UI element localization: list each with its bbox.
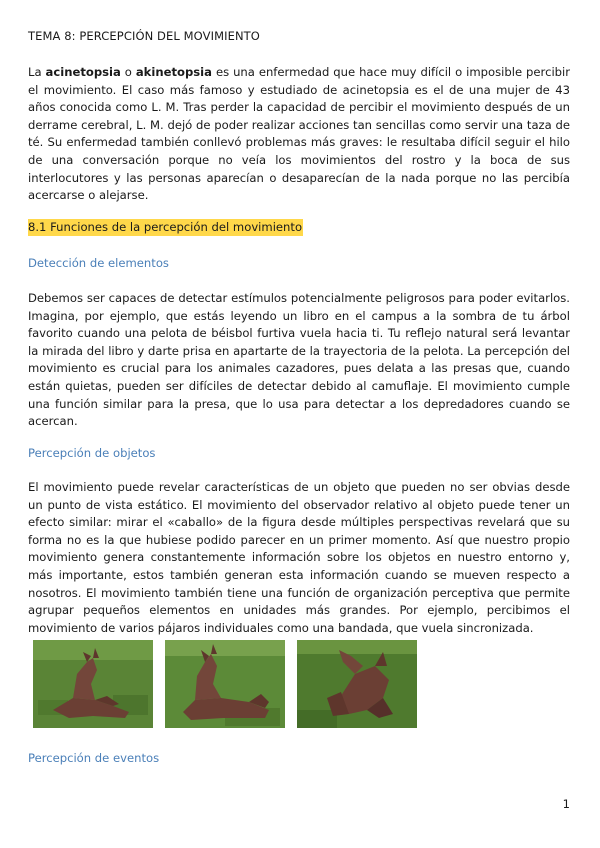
section-heading: 8.1 Funciones de la percepción del movimiento [28,220,303,234]
horse-photo-2 [165,640,285,728]
subheading-deteccion: Detección de elementos [28,256,169,270]
horse-photo-1 [33,640,153,728]
paragraph-deteccion: Debemos ser capaces de detectar estímulos potencialmente peligrosos para poder evitarlos. Imagina, por ejemplo, que estás leyendo un libro en el campus a la sombra de tu árbol favorito cuando una pelota de béisbol furtiva vuela hacia ti. Tu reflejo natural será levantar la mirada del libro y darte prisa en apartarte de la trayectoria de la pelota. La percepción del movimiento es crucial para los animales cazadores, pues delata a las presas que, cuando están quietas, pueden ser difíciles de detectar debido al camuflaje. El movimiento cumple una función similar para la presa, que lo usa para detectar a los depredadores cuando se acercan. [28,291,570,429]
subheading-eventos: Percepción de eventos [28,751,160,765]
paragraph-objetos: El movimiento puede revelar características de un objeto que pueden no ser obvias desde un punto de vista estático. El movimiento del observador relativo al objeto puede tener un efecto similar: mirar el «caballo» de la figura desde múltiples perspectivas revelará que su forma no es la que hubiese podido parecer en un primer momento. Así que nuestro propio movimiento genera constantemente información sobre los objetos en nuestro entorno y, más importante, estos también generan esta información cuando se mueven respecto a nosotros. El movimiento también tiene una función de organización perceptiva que permite agrupar pequeños elementos en unidades más grandes. Por ejemplo, percibimos el movimiento de varios pájaros individuales como una bandada, que vuela sincronizada. [28,480,570,635]
subheading-objetos: Percepción de objetos [28,446,156,460]
page-title: TEMA 8: PERCEPCIÓN DEL MOVIMIENTO [28,29,260,43]
term-akinetopsia: akinetopsia [135,65,212,79]
intro-paragraph: La acinetopsia o akinetopsia es una enfermedad que hace muy difícil o imposible percibir el movimiento. El caso más famoso y estudiado de acinetopsia es el de una mujer de 43 años conocida como L. M. Tras perder la capacidad de percibir el movimiento después de un derrame cerebral, L. M. dejó de poder realizar acciones tan sencillas como servir una taza de té. Su enfermedad también conllevó problemas más graves: le resultaba difícil seguir el hilo de una conversación porque no veía los movimientos del rostro y la boca de sus interlocutores y las personas aparecían o desaparecían de la nada porque no las percibía acercarse o alejarse. [28,65,571,203]
horse-photo-3 [297,640,417,728]
term-acinetopsia: acinetopsia [45,65,121,79]
page-number: 1 [562,797,570,811]
